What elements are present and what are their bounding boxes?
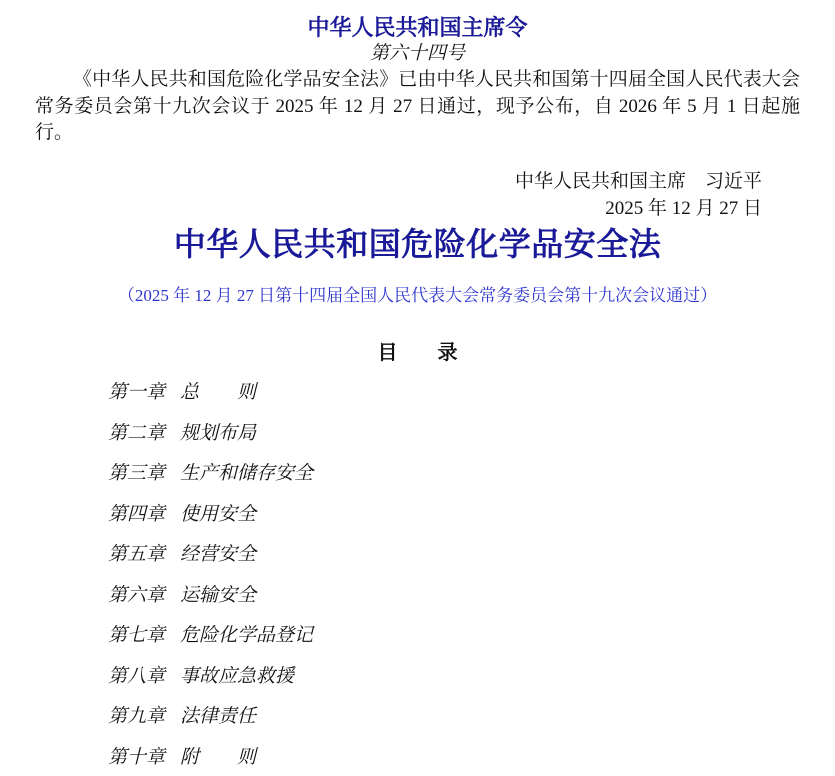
toc-item	[108, 573, 800, 614]
toc-chapter-number: 第八章	[108, 665, 166, 687]
toc-chapter-title: 总 则	[180, 382, 257, 404]
toc-chapter-title: 经营安全	[180, 544, 257, 566]
signature-date: 2025 年 12 月 27 日	[605, 197, 762, 219]
toc-chapter-number: 第一章	[108, 382, 166, 404]
toc-chapter-title: 事故应急救援	[180, 665, 295, 687]
toc-list	[35, 371, 800, 776]
toc-item	[108, 654, 800, 695]
toc-chapter-title: 运输安全	[180, 584, 257, 606]
toc-chapter-number: 第六章	[108, 584, 166, 606]
toc-chapter-title: 附 则	[180, 746, 257, 768]
toc-chapter-number: 第十章	[108, 746, 166, 768]
decree-title: 中华人民共和国主席令	[307, 15, 528, 40]
decree-number: 第六十四号	[369, 43, 465, 64]
toc-item	[108, 533, 800, 574]
toc-item	[108, 492, 800, 533]
toc-heading: 目 录	[377, 341, 458, 364]
toc-chapter-title: 使用安全	[180, 503, 257, 525]
toc-chapter-number: 第九章	[108, 706, 166, 728]
law-title: 中华人民共和国危险化学品安全法	[173, 225, 662, 262]
toc-chapter-title: 危险化学品登记	[180, 625, 314, 647]
toc-chapter-number: 第五章	[108, 544, 166, 566]
toc-chapter-number: 第二章	[108, 422, 166, 444]
toc-item	[108, 614, 800, 655]
toc-item	[108, 411, 800, 452]
toc-chapter-title: 法律责任	[180, 706, 257, 728]
toc-chapter-number: 第四章	[108, 503, 166, 525]
toc-item	[108, 371, 800, 412]
toc-item	[108, 695, 800, 736]
toc-chapter-number: 第七章	[108, 625, 166, 647]
toc-chapter-number: 第三章	[108, 463, 166, 485]
decree-body-paragraph: 《中华人民共和国危险化学品安全法》已由中华人民共和国第十四届全国人民代表大会常务委员会第十九次会议于 2025 年 12 月 27 日通过，现予公布，自 2026 年 5 月 1 日起施行。	[35, 69, 800, 143]
toc-item	[108, 735, 800, 776]
toc-chapter-title: 生产和储存安全	[180, 463, 314, 485]
passage-note: （2025 年 12 月 27 日第十四届全国人民代表大会常务委员会第十九次会议通过）	[117, 285, 718, 305]
toc-item	[108, 452, 800, 493]
toc-chapter-title: 规划布局	[180, 422, 257, 444]
signature-block	[35, 168, 800, 222]
signature-line: 中华人民共和国主席 习近平	[514, 170, 762, 192]
